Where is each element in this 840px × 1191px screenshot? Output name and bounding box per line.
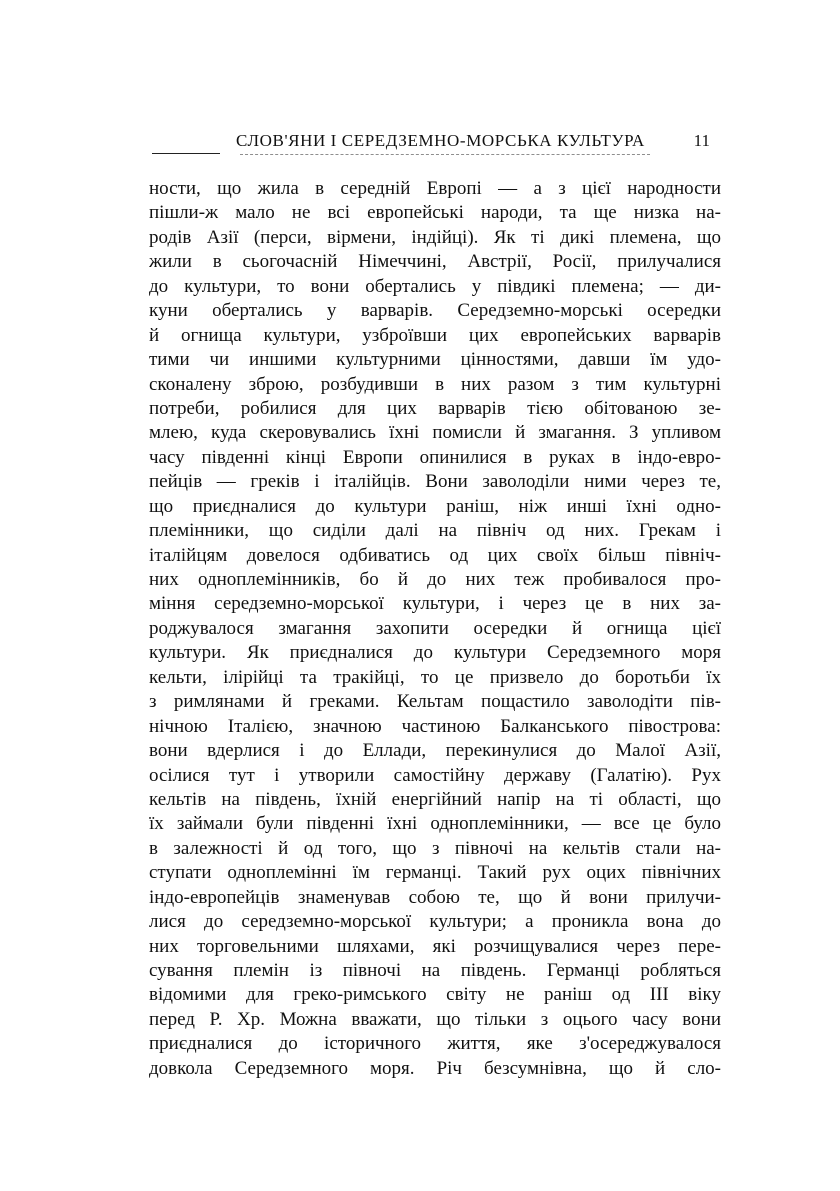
text-line: кельтів на південь, їхній енергійний напір на ті області, що <box>149 788 721 810</box>
text-line: ступати одноплемінні їм германці. Такий рух оцих північних <box>149 862 721 884</box>
text-line: в залежності й од того, що з півночі на кельтів стали на- <box>149 837 721 859</box>
text-line: куни обертались у варварів. Середземно-морські осередки <box>149 300 721 322</box>
text-line: італійцям довелося одбиватись од цих своїх більш північ- <box>149 544 721 566</box>
page-number: 11 <box>693 131 710 150</box>
text-line: міння середземно-морської культури, і через це в них за- <box>149 593 721 615</box>
page-header <box>150 131 720 161</box>
text-line: пішли-ж мало не всі европейські народи, та ще низка на- <box>149 202 721 224</box>
text-line: часу південні кінці Европи опинилися в руках в індо-евро- <box>149 446 721 468</box>
text-line: що приєдналися до культури раніш, ніж инші їхні одно- <box>149 495 721 517</box>
text-line: культури. Як приєдналися до культури Середземного моря <box>149 642 721 664</box>
text-line: й огнища культури, узброївши цих европейських варварів <box>149 324 721 346</box>
text-line: їх займали були південні їхні одноплемінники, — все це було <box>149 813 721 835</box>
text-line: ности, що жила в середній Европі — а з цієї народности <box>149 178 721 199</box>
running-title: СЛОВ'ЯНИ І СЕРЕДЗЕМНО-МОРСЬКА КУЛЬТУРА <box>236 131 645 150</box>
header-underline <box>240 154 650 155</box>
text-line: роджувалося змагання захопити осередки й огнища цієї <box>149 617 721 639</box>
text-line: них торговельними шляхами, які розчищувалися через пере- <box>149 935 721 957</box>
text-line: індо-европейців знаменував собою те, що й вони прилучи- <box>149 886 721 908</box>
text-line: сування племін із півночі на південь. Германці робляться <box>149 960 721 981</box>
text-line: з римлянами й греками. Кельтам пощастило заволодіти пів- <box>149 691 721 713</box>
text-line: пейців — греків і італійців. Вони заволоділи ними через те, <box>149 471 721 493</box>
text-line: вони вдерлися і до Еллади, перекинулися до Малої Азії, <box>149 740 721 762</box>
text-line: нічною Італією, значною частиною Балканського півострова: <box>149 715 721 737</box>
text-line: потреби, робилися для цих варварів тією обітованою зе- <box>149 397 721 419</box>
text-line: них одноплемінників, бо й до них теж пробивалося про- <box>149 569 721 590</box>
text-line: довкола Середземного моря. Річ безсумнівна, що й сло- <box>149 1057 721 1079</box>
text-line: осілися тут і утворили самостійну державу (Галатію). Рух <box>149 764 721 786</box>
text-line: родів Азії (перси, вірмени, індійці). Як ті дикі племена, що <box>149 226 721 248</box>
text-line: тими чи иншими культурними цінностями, давши їм удо- <box>149 349 721 371</box>
text-line: кельти, ілірійці та тракійці, то це призвело до боротьби їх <box>149 666 721 688</box>
text-line: приєдналися до історичного життя, яке з'осереджувалося <box>149 1033 721 1055</box>
text-line: лися до середземно-морської культури; а проникла вона до <box>149 911 721 933</box>
text-line: відомими для греко-римського світу не раніш од III віку <box>149 984 721 1006</box>
body-text <box>149 177 721 1081</box>
text-line: сконалену зброю, розбудивши в них разом з тим культурні <box>149 373 721 395</box>
text-line: до культури, то вони обертались у півдикі племена; — ди- <box>149 275 721 297</box>
text-line: перед Р. Хр. Можна вважати, що тільки з оцього часу вони <box>149 1008 721 1030</box>
text-line: млею, куда скеровувались їхні помисли й змагання. З упливом <box>149 422 721 444</box>
header-rule <box>152 153 220 154</box>
text-line: жили в сьогочасній Німеччині, Австрії, Росії, прилучалися <box>149 251 721 273</box>
text-line: племінники, що сиділи далі на північ од них. Грекам і <box>149 520 721 542</box>
